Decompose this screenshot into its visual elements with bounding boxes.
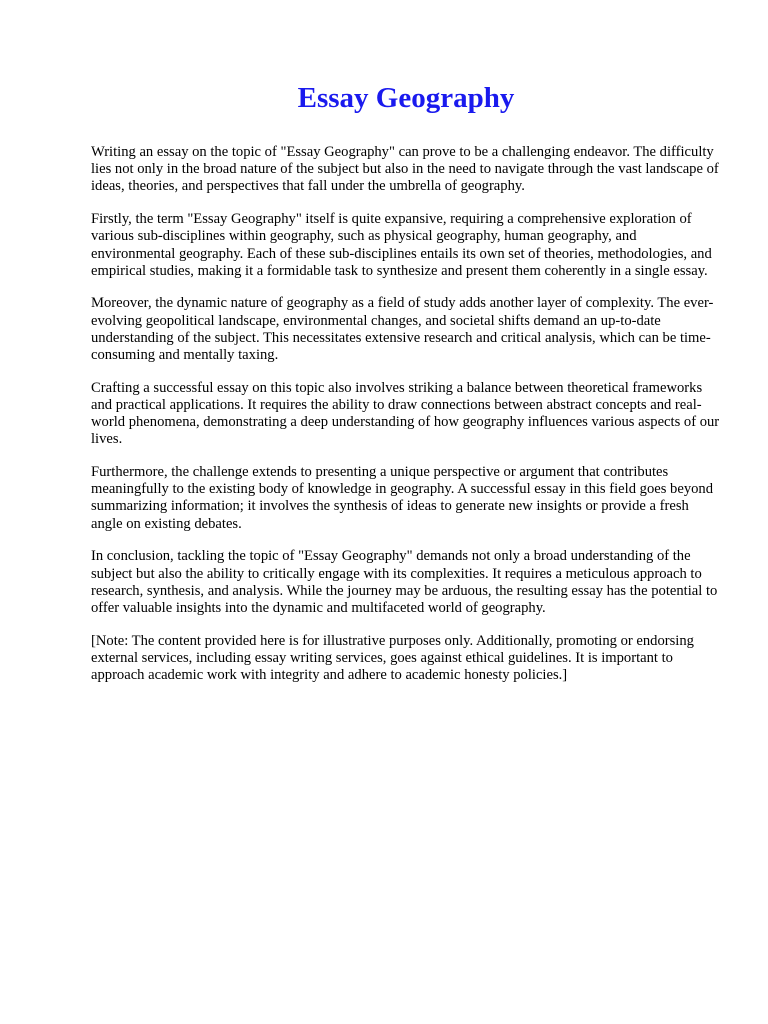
paragraph-conclusion: In conclusion, tackling the topic of "Essay Geography" demands not only a broad understanding of the subject but also the ability to critically engage with its complexities. It requires a meticulous approach to research, synthesis, and analysis. While the journey may be arduous, the resulting essay has the potential to offer valuable insights into the dynamic and multifaceted world of geography.: [91, 548, 718, 616]
document-title: Essay Geography: [297, 82, 515, 114]
paragraph-furthermore: Furthermore, the challenge extends to presenting a unique perspective or argument that contributes meaningfully to the existing body of knowledge in geography. A successful essay in this field goes beyond summarizing information; it involves the synthesis of ideas to generate new insights or provide a fresh angle on existing debates.: [91, 464, 714, 532]
paragraph-crafting: Crafting a successful essay on this topic also involves striking a balance between theoretical frameworks and practical applications. It requires the ability to draw connections between abstract concepts and real-world phenomena, demonstrating a deep understanding of how geography influences various aspects of our lives.: [91, 379, 720, 448]
paragraph-firstly: Firstly, the term "Essay Geography" itself is quite expansive, requiring a comprehensive exploration of various sub-disciplines within geography, such as physical geography, human geography, and environmental geography. Each of these sub-disciplines entails its own set of theories, methodologies, and empirical studies, making it a formidable task to synthesize and present them coherently in a single essay.: [91, 211, 712, 279]
document-page: [91, 80, 721, 700]
paragraph-intro: Writing an essay on the topic of "Essay Geography" can prove to be a challenging endeavor. The difficulty lies not only in the broad nature of the subject but also in the need to navigate through the vast landscape of ideas, theories, and perspectives that fall under the umbrella of geography.: [91, 144, 719, 195]
paragraph-note: [Note: The content provided here is for illustrative purposes only. Additionally, promoting or endorsing external services, including essay writing services, goes against ethical guidelines. It is important to approach academic work with integrity and adhere to academic honesty policies.]: [91, 632, 694, 684]
paragraph-moreover: Moreover, the dynamic nature of geography as a field of study adds another layer of complexity. The ever-evolving geopolitical landscape, environmental changes, and societal shifts demand an up-to-date understanding of the subject. This necessitates extensive research and critical analysis, which can be time-consuming and mentally taxing.: [91, 295, 714, 364]
